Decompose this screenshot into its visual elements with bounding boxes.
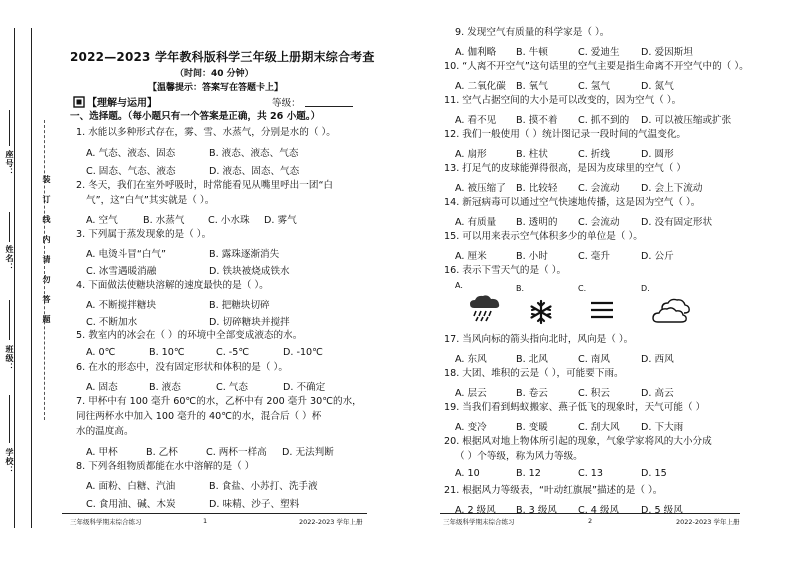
- footer-right-year: 2022-2023 学年上册: [676, 518, 740, 526]
- question-5: 5. 教室内的冰会在（ ）的环境中全部变成液态的水。: [76, 330, 303, 341]
- snowflake-icon: [528, 299, 554, 329]
- cloudy-icon: [652, 298, 692, 328]
- q12-option-a: A. 扇形: [455, 149, 487, 160]
- q13-option-d: D. 会上下流动: [641, 183, 703, 194]
- question-1: 1. 水能以多种形式存在，雾、雪、水蒸气，分别是水的（ ）。: [76, 127, 336, 138]
- q9-option-d: D. 爱因斯坦: [641, 47, 693, 58]
- question-7-cont2: 水的温度高。: [76, 426, 134, 437]
- q5-option-a: A. 0℃: [86, 347, 116, 358]
- q5-option-c: C. -5℃: [216, 347, 250, 358]
- q6-option-b: B. 液态: [149, 382, 181, 393]
- question-9: 9. 发现空气有质量的科学家是（ ）。: [455, 27, 610, 38]
- footer-right-page: 2: [588, 517, 593, 525]
- label-score: 座号：: [5, 150, 14, 177]
- exam-title: 2022—2023 学年教科版科学三年级上册期末综合考查: [70, 50, 375, 64]
- q10-option-c: C. 氢气: [578, 81, 610, 92]
- q1-option-a: A. 气态、液态、固态: [86, 148, 176, 159]
- question-20: 20. 根据风对地上物体所引起的现象，气象学家将风的大小分成: [444, 436, 712, 447]
- footer-left-page: 1: [203, 517, 208, 525]
- q10-option-b: B. 氧气: [516, 81, 548, 92]
- q12-option-b: B. 柱状: [516, 149, 548, 160]
- grade-label: 等级：: [272, 98, 301, 109]
- q20-option-a: A. 10: [455, 468, 480, 479]
- question-13: 13. 打足气的皮球能弹得很高，是因为皮球里的空气（ ）: [444, 163, 687, 174]
- question-12: 12. 我们一般使用（ ）统计图记录一段时间的气温变化。: [444, 129, 687, 140]
- score-blank: [9, 110, 10, 146]
- q19-option-c: C. 刮大风: [578, 422, 620, 433]
- footer-left-year: 2022-2023 学年上册: [299, 518, 363, 526]
- question-6: 6. 在水的形态中，没有固定形状和体积的是（ ）。: [76, 362, 288, 373]
- q19-option-a: A. 变冷: [455, 422, 487, 433]
- q2-option-d: D. 雾气: [264, 215, 297, 226]
- q10-option-a: A. 二氧化碳: [455, 81, 506, 92]
- question-20-cont: （ ）个等级，称为风力等级。: [455, 451, 583, 462]
- footer-left-name: 三年级科学期末综合练习: [70, 518, 142, 526]
- q8-option-d: D. 味精、沙子、塑料: [209, 499, 300, 510]
- q13-option-b: B. 比较轻: [516, 183, 558, 194]
- question-4: 4. 下面做法使糖块溶解的速度最快的是（ ）。: [76, 280, 269, 291]
- q16-option-d: D.: [641, 284, 650, 293]
- q18-option-c: C. 积云: [578, 388, 610, 399]
- q3-option-a: A. 电烫斗冒“白气”: [86, 249, 166, 260]
- section-mark-icon: [73, 93, 85, 105]
- q8-option-a: A. 面粉、白糖、汽油: [86, 481, 176, 492]
- q5-option-d: D. -10℃: [283, 347, 323, 358]
- q13-option-a: A. 被压缩了: [455, 183, 506, 194]
- exam-tip: 【温馨提示：答案写在答题卡上】: [148, 83, 284, 93]
- question-2: 2. 冬天，我们在室外呼吸时，时常能看见从嘴里呼出一团“白: [76, 180, 334, 191]
- q8-option-b: B. 食盐、小苏打、洗手液: [209, 481, 318, 492]
- q15-option-b: B. 小时: [516, 251, 548, 262]
- q14-option-a: A. 有质量: [455, 217, 497, 228]
- q20-option-d: D. 15: [641, 468, 667, 479]
- q17-option-c: C. 南风: [578, 354, 610, 365]
- q4-option-a: A. 不断搅拌糖块: [86, 300, 157, 311]
- binding-inner-line: [31, 28, 32, 528]
- question-17: 17. 当风向标的箭头指向北时，风向是（ ）。: [444, 334, 634, 345]
- q7-option-a: A. 甲杯: [86, 447, 118, 458]
- q7-option-d: D. 无法判断: [282, 447, 334, 458]
- q2-option-a: A. 空气: [86, 215, 118, 226]
- q4-option-b: B. 把糖块切碎: [209, 300, 270, 311]
- grade-blank: [305, 106, 353, 107]
- q1-option-b: B. 液态、液态、气态: [209, 148, 299, 159]
- q6-option-a: A. 固态: [86, 382, 118, 393]
- q13-option-c: C. 会流动: [578, 183, 620, 194]
- class-blank: [9, 300, 10, 340]
- q11-option-c: C. 抓不到的: [578, 115, 630, 126]
- q12-option-c: C. 折线: [578, 149, 610, 160]
- q14-option-d: D. 没有固定形状: [641, 217, 713, 228]
- binding-warning: 装订线内请勿答题: [42, 175, 51, 335]
- question-3: 3. 下列属于蒸发现象的是（ ）。: [76, 229, 212, 240]
- question-18: 18. 大团、堆积的云是（ ），可能要下雨。: [444, 368, 624, 379]
- q18-option-d: D. 高云: [641, 388, 674, 399]
- q16-option-c: C.: [578, 284, 587, 293]
- q17-option-d: D. 西风: [641, 354, 674, 365]
- fog-lines-icon: [590, 300, 614, 324]
- q21-option-c: C. 4 级风: [578, 505, 620, 516]
- q20-option-b: B. 12: [516, 468, 541, 479]
- q7-option-b: B. 乙杯: [146, 447, 178, 458]
- footer-rule-2: [440, 513, 740, 514]
- q21-option-b: B. 3 级风: [516, 505, 558, 516]
- q12-option-d: D. 圆形: [641, 149, 674, 160]
- q2-option-c: C. 小水珠: [208, 215, 250, 226]
- q18-option-b: B. 卷云: [516, 388, 548, 399]
- rain-cloud-icon: [468, 294, 502, 326]
- q17-option-b: B. 北风: [516, 354, 548, 365]
- q11-option-b: B. 摸不着: [516, 115, 558, 126]
- q16-option-b: B.: [516, 284, 525, 293]
- section-title: 【理解与运用】: [87, 98, 157, 109]
- q11-option-d: D. 可以被压缩或扩张: [641, 115, 732, 126]
- q1-option-c: C. 固态、气态、液态: [86, 166, 176, 177]
- q16-option-a: A.: [455, 281, 463, 290]
- q15-option-d: D. 公斤: [641, 251, 674, 262]
- q21-option-d: D. 5 级风: [641, 505, 683, 516]
- q4-option-d: D. 切碎糖块并搅拌: [209, 317, 290, 328]
- q9-option-c: C. 爱迪生: [578, 47, 620, 58]
- q7-option-c: C. 两杯一样高: [206, 447, 267, 458]
- q21-option-a: A. 2 级风: [455, 505, 496, 516]
- q19-option-b: B. 变暖: [516, 422, 548, 433]
- q6-option-d: D. 不确定: [283, 382, 326, 393]
- q6-option-c: C. 气态: [216, 382, 248, 393]
- q17-option-a: A. 东风: [455, 354, 487, 365]
- q2-option-b: B. 水蒸气: [143, 215, 185, 226]
- question-16: 16. 表示下雪天气的是（ ）。: [444, 265, 567, 276]
- question-15: 15. 可以用来表示空气体积多少的单位是（ ）。: [444, 231, 643, 242]
- question-2-cont: 气”，这“白气”其实就是（ ）。: [86, 195, 215, 206]
- question-8: 8. 下列各组物质都能在水中溶解的是（ ）: [76, 461, 255, 472]
- label-name: 姓名：: [5, 245, 14, 272]
- label-class: 班级：: [5, 345, 14, 372]
- q3-option-b: B. 露珠逐渐消失: [209, 249, 280, 260]
- q15-option-c: C. 毫升: [578, 251, 610, 262]
- q1-option-d: D. 液态、固态、气态: [209, 166, 300, 177]
- q8-option-c: C. 食用油、碱、木炭: [86, 499, 176, 510]
- exam-time: （时间：40 分钟）: [175, 69, 254, 79]
- school-blank: [9, 395, 10, 443]
- label-school: 学校：: [5, 448, 14, 475]
- question-11: 11. 空气占据空间的大小是可以改变的，因为空气（ ）。: [444, 95, 682, 106]
- question-21: 21. 根据风力等级表，“叶动红旗展”描述的是（ ）。: [444, 485, 663, 496]
- q5-option-b: B. 10℃: [149, 347, 185, 358]
- q3-option-c: C. 冰雪遇暖消融: [86, 266, 157, 277]
- section1-title: 一、选择题。（每小题只有一个答案是正确，共 26 小题。）: [70, 111, 321, 122]
- q14-option-c: C. 会流动: [578, 217, 620, 228]
- q9-option-a: A. 伽利略: [455, 47, 497, 58]
- q11-option-a: A. 看不见: [455, 115, 497, 126]
- question-14: 14. 新冠病毒可以通过空气快速地传播，这是因为空气（ ）。: [444, 197, 701, 208]
- q20-option-c: C. 13: [578, 468, 604, 479]
- q9-option-b: B. 牛顿: [516, 47, 548, 58]
- question-10: 10. “人离不开空气”这句话里的空气主要是指生命离不开空气中的（ ）。: [444, 61, 749, 72]
- question-7-cont: 同往两杯水中加入 100 毫升的 40℃的水，混合后（ ）杯: [76, 411, 322, 422]
- question-7: 7. 甲杯中有 100 毫升 60℃的水，乙杯中有 200 毫升 30℃的水，: [76, 396, 362, 407]
- q15-option-a: A. 厘米: [455, 251, 487, 262]
- footer-rule-1: [62, 513, 367, 514]
- name-blank: [9, 212, 10, 242]
- question-19: 19. 当我们看到蚂蚁搬家、燕子低飞的现象时，天气可能（ ）: [444, 402, 706, 413]
- footer-right-name: 三年级科学期末综合练习: [443, 518, 515, 526]
- q18-option-a: A. 层云: [455, 388, 487, 399]
- q3-option-d: D. 铁块被烧成铁水: [209, 266, 290, 277]
- q14-option-b: B. 透明的: [516, 217, 558, 228]
- q19-option-d: D. 下大雨: [641, 422, 684, 433]
- q10-option-d: D. 氮气: [641, 81, 674, 92]
- q4-option-c: C. 不断加水: [86, 317, 138, 328]
